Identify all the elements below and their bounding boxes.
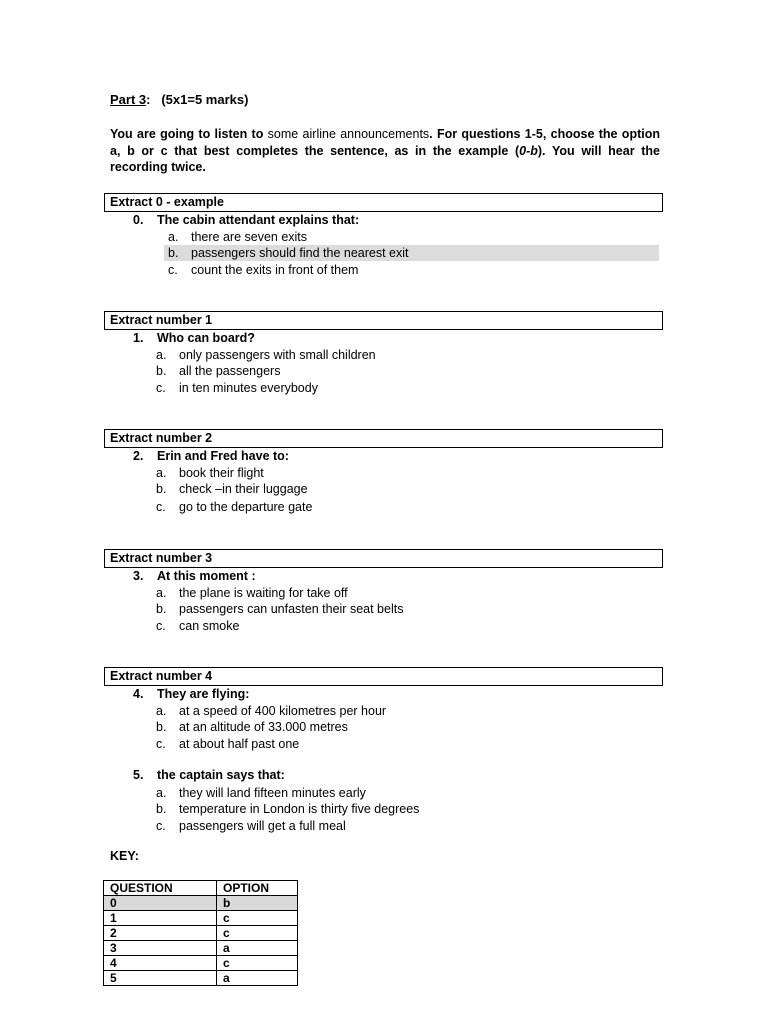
option-0a <box>168 229 307 245</box>
instructions <box>110 126 660 176</box>
option-4a <box>156 703 386 719</box>
option-text: book their flight <box>179 466 264 480</box>
part-label: Part 3 <box>110 92 147 107</box>
key-question: 2 <box>104 926 217 941</box>
extract-3-header: Extract number 3 <box>104 549 663 568</box>
option-text: count the exits in front of them <box>191 263 359 277</box>
option-letter: a. <box>156 348 167 362</box>
question-text: Erin and Fred have to: <box>157 449 289 463</box>
key-question: 4 <box>104 956 217 971</box>
instructions-lead: You are going to listen to <box>110 127 268 141</box>
option-letter: a. <box>168 230 179 244</box>
option-1c <box>156 380 318 396</box>
key-header-question: QUESTION <box>104 881 217 896</box>
key-option: c <box>217 911 298 926</box>
option-2b <box>156 481 308 497</box>
option-5a <box>156 785 366 801</box>
key-option: a <box>217 941 298 956</box>
question-text: They are flying: <box>157 687 250 701</box>
option-text: passengers should find the nearest exit <box>191 246 409 260</box>
question-number: 1. <box>133 331 144 345</box>
option-letter: b. <box>156 802 167 816</box>
option-text: at an altitude of 33.000 metres <box>179 720 348 734</box>
option-text: temperature in London is thirty five degrees <box>179 802 420 816</box>
key-question: 3 <box>104 941 217 956</box>
option-text: in ten minutes everybody <box>179 381 318 395</box>
option-letter: c. <box>156 500 166 514</box>
option-text: at about half past one <box>179 737 300 751</box>
instructions-body: . For questions 1-5, choose the option a, b or c that best completes the sentence, as in the example ( <box>110 127 660 158</box>
question-number: 5. <box>133 768 144 782</box>
instructions-topic: some airline announcements <box>267 127 430 141</box>
key-row <box>104 941 298 956</box>
option-0c <box>168 262 358 278</box>
key-option: b <box>217 896 298 911</box>
instructions-example: 0-b <box>519 143 538 158</box>
key-header-row <box>104 881 298 896</box>
option-letter: c. <box>156 819 166 833</box>
key-row <box>104 911 298 926</box>
extract-0-header: Extract 0 - example <box>104 193 663 212</box>
question-2 <box>133 449 289 463</box>
option-letter: c. <box>156 737 166 751</box>
key-question: 0 <box>104 896 217 911</box>
option-letter: a. <box>156 586 167 600</box>
marks: (5x1=5 marks) <box>161 92 249 107</box>
question-number: 3. <box>133 569 144 583</box>
option-0b-answer <box>164 245 659 261</box>
key-row <box>104 956 298 971</box>
question-5 <box>133 768 285 782</box>
option-4b <box>156 719 348 735</box>
question-text: At this moment : <box>157 569 256 583</box>
option-text: they will land fifteen minutes early <box>179 786 366 800</box>
option-text: there are seven exits <box>191 230 308 244</box>
key-label: KEY: <box>110 849 139 863</box>
question-4 <box>133 687 249 701</box>
part-colon: : <box>146 92 151 107</box>
option-3c <box>156 618 239 634</box>
option-text: passengers can unfasten their seat belts <box>179 602 404 616</box>
part-title <box>110 92 248 107</box>
key-header-option: OPTION <box>217 881 298 896</box>
option-letter: a. <box>156 704 167 718</box>
option-letter: a. <box>156 466 167 480</box>
option-text: can smoke <box>179 619 240 633</box>
option-letter: b. <box>156 602 167 616</box>
answer-key-table <box>103 880 298 986</box>
option-letter: c. <box>168 263 178 277</box>
option-3b <box>156 601 403 617</box>
key-question: 5 <box>104 971 217 986</box>
option-letter: b. <box>156 720 167 734</box>
option-text: passengers will get a full meal <box>179 819 346 833</box>
option-letter: b. <box>156 364 167 378</box>
option-text: only passengers with small children <box>179 348 376 362</box>
question-0 <box>133 213 359 227</box>
key-row <box>104 926 298 941</box>
key-option: c <box>217 926 298 941</box>
question-1 <box>133 331 255 345</box>
option-3a <box>156 585 348 601</box>
key-option: a <box>217 971 298 986</box>
question-text: The cabin attendant explains that: <box>157 213 360 227</box>
question-number: 2. <box>133 449 144 463</box>
key-option: c <box>217 956 298 971</box>
key-row <box>104 971 298 986</box>
option-text: check –in their luggage <box>179 482 308 496</box>
question-number: 4. <box>133 687 144 701</box>
option-text: at a speed of 400 kilometres per hour <box>179 704 387 718</box>
option-letter: a. <box>156 786 167 800</box>
option-letter: c. <box>156 381 166 395</box>
option-1b <box>156 363 280 379</box>
key-question: 1 <box>104 911 217 926</box>
option-5c <box>156 818 346 834</box>
option-2a <box>156 465 264 481</box>
option-letter: c. <box>156 619 166 633</box>
option-1a <box>156 347 376 363</box>
key-row <box>104 896 298 911</box>
question-number: 0. <box>133 213 144 227</box>
option-2c <box>156 499 312 515</box>
option-text: all the passengers <box>179 364 281 378</box>
question-text: Who can board? <box>157 331 255 345</box>
question-3 <box>133 569 256 583</box>
extract-1-header: Extract number 1 <box>104 311 663 330</box>
option-text: the plane is waiting for take off <box>179 586 348 600</box>
option-text: go to the departure gate <box>179 500 313 514</box>
option-letter: b. <box>156 482 167 496</box>
extract-2-header: Extract number 2 <box>104 429 663 448</box>
extract-4-header: Extract number 4 <box>104 667 663 686</box>
question-text: the captain says that: <box>157 768 285 782</box>
option-letter: b. <box>168 246 179 260</box>
instructions-tail: ). You will hear the recording twice. <box>110 143 660 174</box>
option-4c <box>156 736 299 752</box>
option-5b <box>156 801 419 817</box>
